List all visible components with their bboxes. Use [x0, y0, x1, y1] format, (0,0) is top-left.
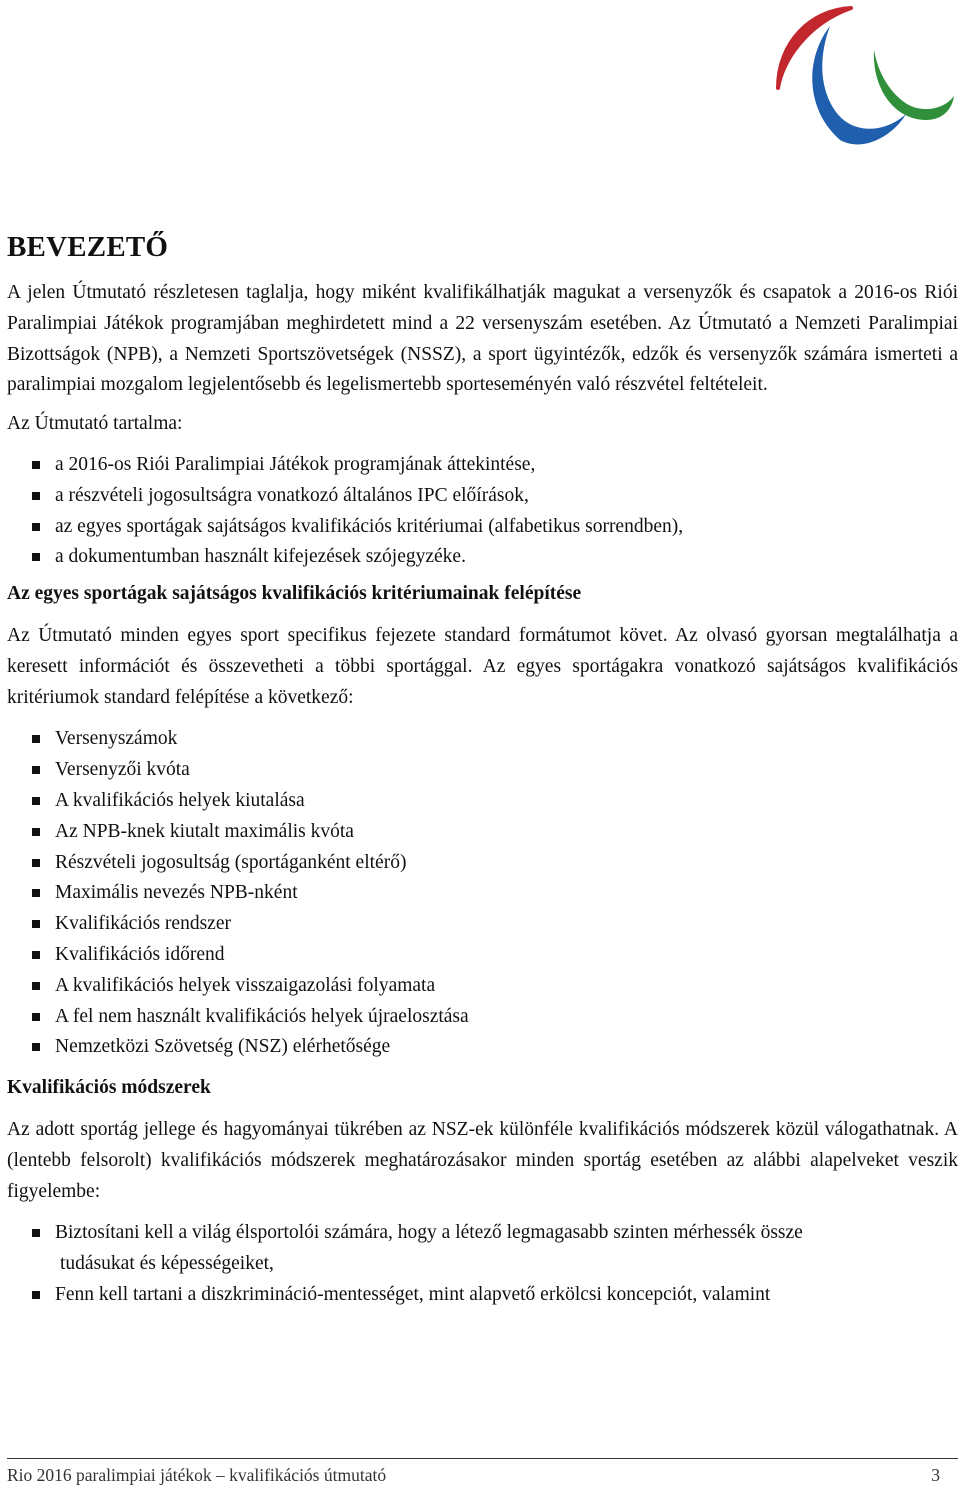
square-bullet-icon	[32, 889, 40, 897]
intro-paragraph: A jelen Útmutató részletesen taglalja, hogy miként kvalifikálhatják magukat a versenyzők és csapatok a 2016-os Riói Paralimpiai Játékok programjában meghirdetett mind a 22 versenyszám esetében. Az Útmutató a Nemzeti Paralimpiai Bizottságok (NPB), a Nemzeti Sportszövetségek (NSSZ), a sport ügyintézők, edzők és versenyzők számára ismerteti a paralimpiai mozgalom legjelentősebb és legelismertebb sporteseményén való részvétel feltételeit.	[7, 282, 958, 396]
square-bullet-icon	[32, 523, 40, 531]
page-heading: BEVEZETŐ	[7, 231, 169, 263]
square-bullet-icon	[32, 982, 40, 990]
list-item: Az NPB-knek kiutalt maximális kvóta	[7, 817, 958, 848]
blue-agito-icon	[812, 26, 906, 144]
list-item: A kvalifikációs helyek kiutalása	[7, 786, 958, 817]
document-body	[7, 228, 958, 1311]
list-item: Fenn kell tartani a diszkrimináció-mentességet, mint alapvető erkölcsi koncepciót, valamint	[7, 1280, 958, 1311]
list-item: Nemzetközi Szövetség (NSZ) elérhetősége	[7, 1032, 958, 1063]
green-agito-icon	[874, 50, 954, 120]
list-item: Versenyszámok	[7, 724, 958, 755]
footer-divider	[7, 1458, 958, 1459]
structure-heading: Az egyes sportágak sajátságos kvalifikációs kritériumainak felépítése	[7, 583, 582, 605]
list-item: Részvételi jogosultság (sportáganként eltérő)	[7, 848, 958, 879]
square-bullet-icon	[32, 492, 40, 500]
square-bullet-icon	[32, 1013, 40, 1021]
square-bullet-icon	[32, 1043, 40, 1051]
square-bullet-icon	[32, 553, 40, 561]
list-item: a 2016-os Riói Paralimpiai Játékok programjának áttekintése,	[7, 450, 958, 481]
methods-paragraph: Az adott sportág jellege és hagyományai tükrében az NSZ-ek különféle kvalifikációs módszerek közül válogathatnak. A (lentebb felsorolt) kvalifikációs módszerek meghatározásakor minden sportág esetében az alábbi alapelveket veszik figyelembe:	[7, 1118, 958, 1202]
list-item: Maximális nevezés NPB-nként	[7, 878, 958, 909]
list-item: az egyes sportágak sajátságos kvalifikációs kritériumai (alfabetikus sorrendben),	[7, 512, 958, 543]
structure-paragraph: Az Útmutató minden egyes sport specifikus fejezete standard formátumot követ. Az olvasó gyorsan megtalálhatja a keresett információt és összevetheti a többi sportággal. Az egyes sportágakra vonatkozó sajátságos kvalifikációs kritériumok standard felépítése a következő:	[7, 624, 958, 708]
square-bullet-icon	[32, 859, 40, 867]
paralympic-agitos-logo-icon	[756, 2, 956, 152]
square-bullet-icon	[32, 797, 40, 805]
square-bullet-icon	[32, 920, 40, 928]
list-item: a dokumentumban használt kifejezések szójegyzéke.	[7, 542, 958, 573]
footer-title: Rio 2016 paralimpiai játékok – kvalifikációs útmutató	[7, 1465, 387, 1485]
square-bullet-icon	[32, 1229, 40, 1237]
list-item: a részvételi jogosultságra vonatkozó általános IPC előírások,	[7, 481, 958, 512]
list-item: Kvalifikációs rendszer	[7, 909, 958, 940]
structure-list	[7, 724, 958, 1063]
list-item: A fel nem használt kvalifikációs helyek újraelosztása	[7, 1002, 958, 1033]
square-bullet-icon	[32, 766, 40, 774]
contents-list	[7, 450, 958, 573]
principles-list	[7, 1218, 958, 1310]
contents-intro: Az Útmutató tartalma:	[7, 413, 183, 435]
square-bullet-icon	[32, 951, 40, 959]
methods-heading: Kvalifikációs módszerek	[7, 1077, 211, 1099]
square-bullet-icon	[32, 828, 40, 836]
square-bullet-icon	[32, 461, 40, 469]
list-item: Kvalifikációs időrend	[7, 940, 958, 971]
list-item: Versenyzői kvóta	[7, 755, 958, 786]
square-bullet-icon	[32, 1291, 40, 1299]
square-bullet-icon	[32, 735, 40, 743]
list-item: A kvalifikációs helyek visszaigazolási folyamata	[7, 971, 958, 1002]
list-item: Biztosítani kell a világ élsportolói számára, hogy a létező legmagasabb szinten mérhessék össze tudásukat és képességeiket,	[7, 1218, 958, 1280]
page-number: 3	[931, 1465, 940, 1485]
